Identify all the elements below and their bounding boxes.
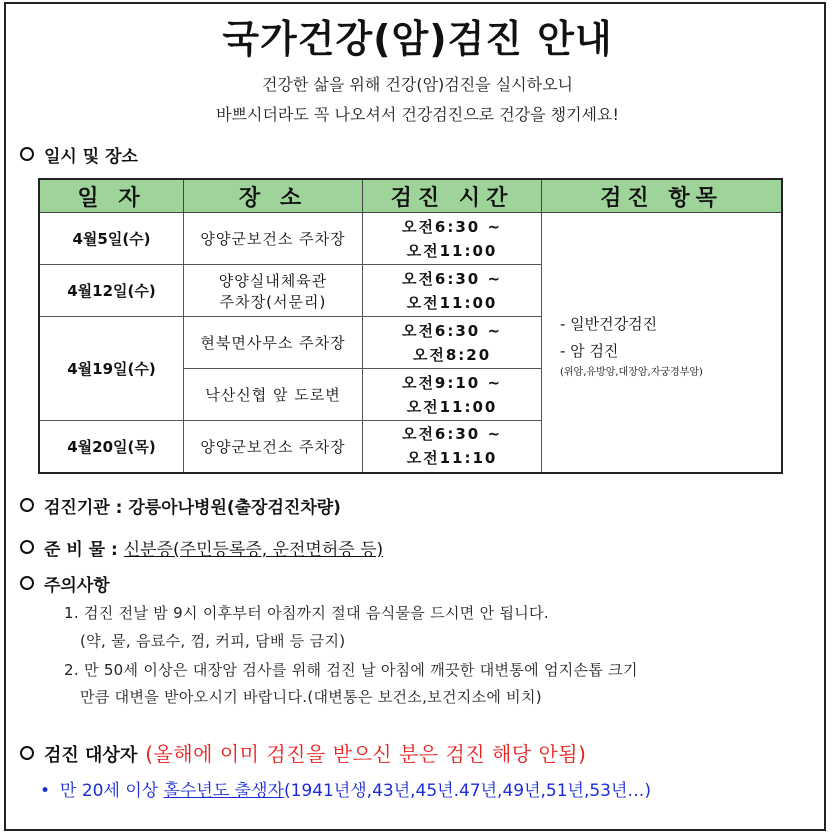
row-place: 현북면사무소 주차장 <box>184 317 363 369</box>
section-target <box>20 738 586 767</box>
page-title: 국가건강(암)검진 안내 <box>222 17 613 61</box>
schedule-table <box>38 178 783 474</box>
circle-bullet-icon <box>20 498 34 512</box>
circle-bullet-icon <box>20 746 34 760</box>
place-line-2: 주차장(서문리) <box>219 292 327 311</box>
item-cancer: - 암 검진 <box>560 341 619 360</box>
row-date: 4월19일(수) <box>39 317 184 421</box>
place-line-1: 양양실내체육관 <box>218 271 328 290</box>
target-odd-years: 홀수년도 출생자 <box>163 781 284 801</box>
header-items: 검진 항목 <box>542 179 783 213</box>
row-place: 양양군보건소 주차장 <box>184 213 363 265</box>
caution-label: 주의사항 <box>44 576 110 596</box>
time-end: 오전8:20 <box>412 345 492 364</box>
row-place <box>184 265 363 317</box>
section-schedule <box>20 142 138 167</box>
time-start: 오전6:30 ~ <box>401 321 503 340</box>
subtitle-line-2: 바쁘시더라도 꼭 나오셔서 건강검진으로 건강을 챙기세요! <box>216 105 619 124</box>
target-years-list: (1941년생,43년,45년.47년,49년,51년,53년…) <box>283 781 652 801</box>
header-date: 일 자 <box>39 179 184 213</box>
row-time <box>363 317 542 369</box>
subtitle-line-1: 건강한 삶을 위해 건강(암)검진을 실시하오니 <box>261 75 574 94</box>
agency-value: 강릉아나병원(출장검진차량) <box>128 498 341 518</box>
caution-1: 1. 검진 전날 밤 9시 이후부터 아침까지 절대 음식물을 드시면 안 됩니다. <box>64 604 549 622</box>
target-age: 만 20세 이상 <box>60 781 159 801</box>
exam-items-cell <box>542 213 783 473</box>
row-date: 4월12일(수) <box>39 265 184 317</box>
time-end: 오전11:10 <box>406 449 498 468</box>
table-row <box>39 213 782 265</box>
section-agency <box>20 493 341 518</box>
row-date: 4월5일(수) <box>39 213 184 265</box>
target-criteria <box>40 776 651 801</box>
row-date: 4월20일(목) <box>39 421 184 473</box>
row-place: 낙산신협 앞 도로변 <box>184 369 363 421</box>
circle-bullet-icon <box>20 540 34 554</box>
row-time <box>363 265 542 317</box>
item-general: - 일반건강검진 <box>560 314 658 333</box>
agency-label: 검진기관 : <box>44 498 123 518</box>
header-time: 검진 시간 <box>363 179 542 213</box>
target-exclusion-note: (올해에 이미 검진을 받으신 분은 검진 해당 안됨) <box>145 742 587 766</box>
caution-1-detail: (약, 물, 음료수, 껌, 커피, 담배 등 금지) <box>80 632 346 650</box>
row-time <box>363 369 542 421</box>
bullet-dot-icon: • <box>40 781 51 801</box>
time-start: 오전6:30 ~ <box>401 217 503 236</box>
row-time <box>363 213 542 265</box>
time-end: 오전11:00 <box>406 293 498 312</box>
section-caution <box>20 571 110 596</box>
time-end: 오전11:00 <box>406 397 498 416</box>
caution-2-detail: 만큼 대변을 받아오시기 바랍니다.(대변통은 보건소,보건지소에 비치) <box>80 688 542 706</box>
time-start: 오전6:30 ~ <box>401 425 503 444</box>
table-header-row <box>39 179 782 213</box>
section-prep <box>20 535 383 560</box>
row-place: 양양군보건소 주차장 <box>184 421 363 473</box>
header-place: 장 소 <box>184 179 363 213</box>
circle-bullet-icon <box>20 576 34 590</box>
caution-2: 2. 만 50세 이상은 대장암 검사를 위해 검진 날 아침에 깨끗한 대변통에 엄지손톱 크기 <box>64 661 638 679</box>
time-start: 오전9:10 ~ <box>401 373 503 392</box>
time-end: 오전11:00 <box>406 241 498 260</box>
target-label: 검진 대상자 <box>44 745 138 766</box>
circle-bullet-icon <box>20 147 34 161</box>
time-start: 오전6:30 ~ <box>401 269 503 288</box>
prep-label: 준 비 물 : <box>44 540 118 560</box>
prep-value: 신분증(주민등록증, 운전면허증 등) <box>123 540 384 560</box>
item-cancer-detail: (위암,유방암,대장암,자궁경부암) <box>560 366 703 378</box>
section-schedule-label: 일시 및 장소 <box>44 147 138 167</box>
row-time <box>363 421 542 473</box>
